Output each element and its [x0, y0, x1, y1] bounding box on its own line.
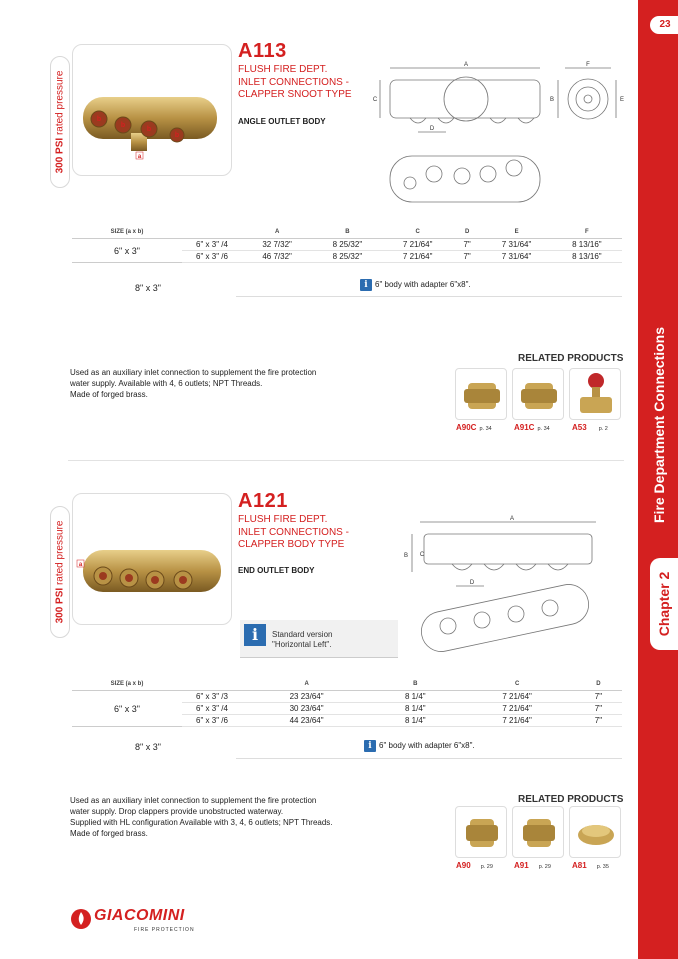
product-description: Used as an auxiliary inlet connection to supplement the fire protection water supply. Drop clappers provide unobstructed waterway. Supplied with HL configuration Available with 3, 4, 6 outlets; NPT Threads. Made of forged brass. [70, 796, 333, 838]
svg-text:a: a [78, 562, 83, 568]
svg-text:D: D [429, 126, 435, 132]
table-row: 6" x 3" 6" x 3" /3 23 23/64" 8 1/4" 7 21/64" 7" [72, 691, 622, 703]
product-code: A121 [238, 490, 288, 512]
divider [236, 758, 622, 759]
related-product-thumb[interactable] [512, 806, 564, 858]
related-product-link[interactable]: A90C p. 34 [456, 423, 492, 432]
table-row: 6" x 3" /6 46 7/32" 8 25/32" 7 21/64" 7" 7 31/64" 8 13/16" [72, 251, 622, 263]
manifold-photo [73, 45, 232, 176]
related-product-thumb[interactable] [455, 806, 507, 858]
svg-text:A: A [509, 516, 515, 522]
svg-text:b: b [174, 132, 180, 139]
svg-text:B: B [403, 553, 409, 559]
body-type-label: END OUTLET BODY [238, 566, 315, 575]
technical-drawing-a121 [400, 512, 620, 652]
adapter-note: i 6" body with adapter 6"x8". [364, 740, 475, 752]
svg-text:a: a [137, 154, 142, 160]
body-type-label: ANGLE OUTLET BODY [238, 117, 326, 126]
section-divider [68, 460, 624, 461]
related-product-link[interactable]: A91 p. 29 [514, 861, 551, 870]
adapter-note: i 6" body with adapter 6"x8". [360, 279, 471, 291]
technical-drawing-a113 [370, 58, 632, 218]
related-product-thumb[interactable] [569, 806, 621, 858]
related-product-link[interactable]: A81 p. 35 [572, 861, 609, 870]
manifold-photo [73, 494, 232, 625]
svg-text:E: E [619, 97, 625, 103]
related-product-link[interactable]: A90 p. 29 [456, 861, 493, 870]
svg-text:C: C [372, 97, 378, 103]
extra-size: 8" x 3" [135, 742, 161, 752]
related-product-thumb[interactable] [512, 368, 564, 420]
svg-text:B: B [549, 97, 555, 103]
table-row: 6" x 3" 6" x 3" /4 32 7/32" 8 25/32" 7 21/64" 7" 7 31/64" 8 13/16" [72, 239, 622, 251]
related-products-title: RELATED PRODUCTS [518, 794, 624, 805]
info-icon: i [364, 740, 376, 752]
related-products-title: RELATED PRODUCTS [518, 353, 624, 364]
svg-text:b: b [96, 116, 102, 123]
product-photo-a113 [72, 44, 232, 176]
info-icon: i [360, 279, 372, 291]
standard-version-note: i Standard version "Horizontal Left". [240, 620, 398, 658]
table-row: 6" x 3" /6 44 23/64" 8 1/4" 7 21/64" 7" [72, 715, 622, 727]
svg-text:b: b [120, 122, 126, 129]
dimensions-table-a113: SIZE (a x b) A B C D E F 6" x 3" 6" x 3" /4 32 7/32" 8 25/32" 7 21/64" 7" 7 31/64" 8 13/16" 6" x 3" /6 46 7/32" 8 25/32" 7 21/64" 7" 7 31/64" 8 13/16" [72, 228, 622, 263]
product-code: A113 [238, 40, 287, 62]
product-photo-a121 [72, 493, 232, 625]
flame-logo-icon [70, 908, 92, 930]
table-row: 6" x 3" /4 30 23/64" 8 1/4" 7 21/64" 7" [72, 703, 622, 715]
svg-text:b: b [146, 126, 152, 133]
product-subtitle: FLUSH FIRE DEPT. INLET CONNECTIONS - CLAPPER BODY TYPE [238, 514, 349, 550]
related-product-thumb[interactable] [455, 368, 507, 420]
svg-text:D: D [469, 580, 475, 586]
product-subtitle: FLUSH FIRE DEPT. INLET CONNECTIONS - CLAPPER SNOOT TYPE [238, 64, 352, 100]
svg-text:A: A [463, 62, 469, 68]
chapter-tab[interactable]: Chapter 2 [650, 558, 678, 650]
related-product-thumb[interactable] [569, 368, 621, 420]
chapter-title: Fire Department Connections [651, 326, 667, 524]
pressure-rating-label: 300 PSI rated pressure [50, 56, 70, 188]
pressure-rating-label: 300 PSI rated pressure [50, 506, 70, 638]
related-product-link[interactable]: A53 p. 2 [572, 423, 608, 432]
page-number: 23 [650, 16, 678, 34]
info-icon: i [244, 624, 266, 646]
svg-text:C: C [419, 552, 425, 558]
divider [236, 296, 622, 297]
product-description: Used as an auxiliary inlet connection to supplement the fire protection water supply. Available with 4, 6 outlets; NPT Threads. Made of forged brass. [70, 368, 317, 399]
extra-size: 8" x 3" [135, 283, 161, 293]
related-product-link[interactable]: A91C p. 34 [514, 423, 550, 432]
giacomini-logo: GIACOMINI FIRE PROTECTION [70, 906, 230, 936]
svg-text:F: F [586, 62, 590, 68]
dimensions-table-a121: SIZE (a x b) A B C D 6" x 3" 6" x 3" /3 23 23/64" 8 1/4" 7 21/64" 7" 6" x 3" /4 30 23/64" 8 1/4" 7 21/64" 7" 6" x 3" /6 44 23/64" 8 1/4" 7 21/64" 7" [72, 680, 622, 727]
